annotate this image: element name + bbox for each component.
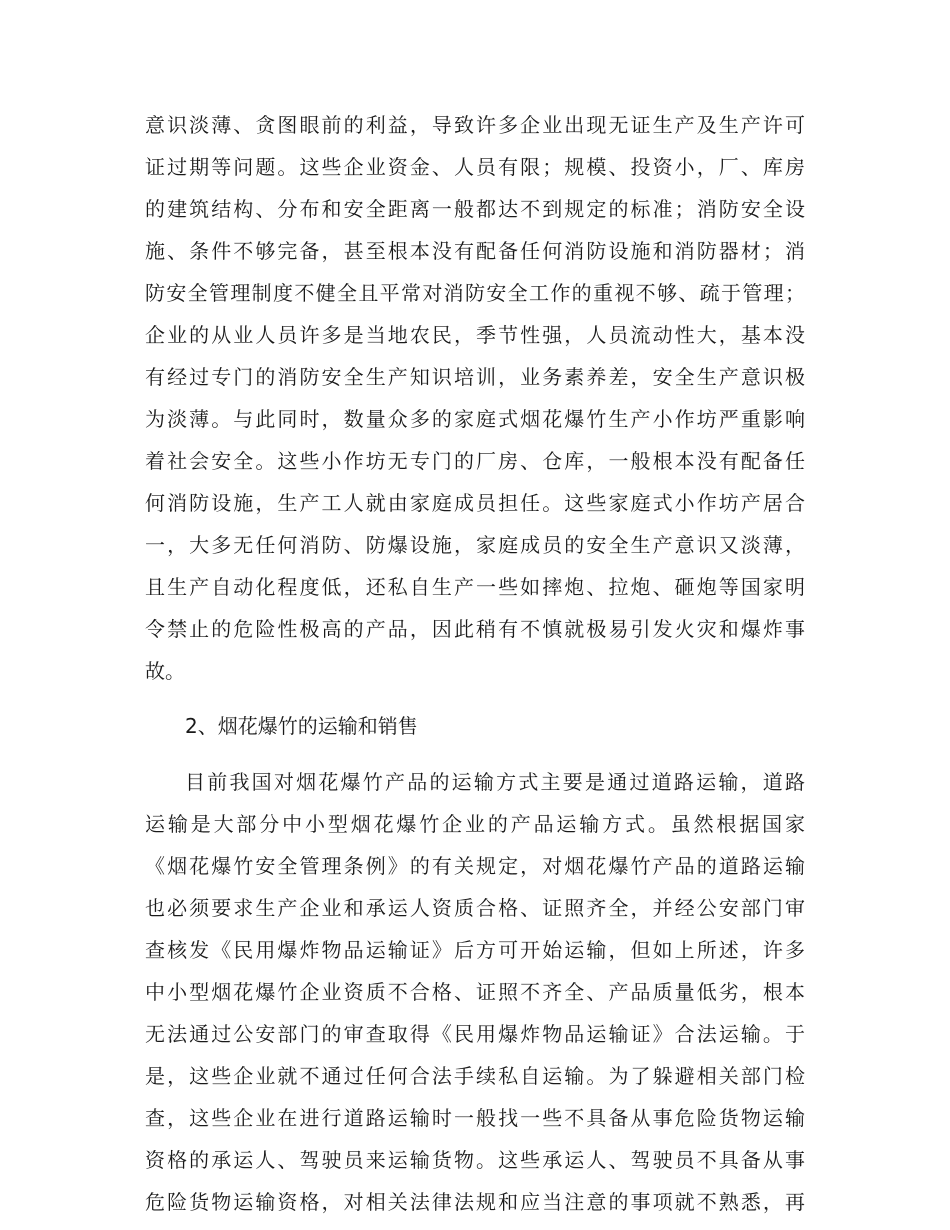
- paragraph-line: 着社会安全。这些小作坊无专门的厂房、仓库，一般根本没有配备任: [145, 449, 805, 473]
- paragraph-line: 一，大多无任何消防、防爆设施，家庭成员的安全生产意识又淡薄，: [145, 533, 805, 557]
- section-heading: 2、烟花爆竹的运输和销售: [185, 714, 418, 738]
- paragraph-line: 为淡薄。与此同时，数量众多的家庭式烟花爆竹生产小作坊严重影响: [145, 407, 805, 431]
- paragraph-line: 且生产自动化程度低，还私自生产一些如摔炮、拉炮、砸炮等国家明: [145, 575, 805, 599]
- paragraph-line: 查核发《民用爆炸物品运输证》后方可开始运输，但如上所述，许多: [145, 938, 805, 962]
- paragraph-line: 《烟花爆竹安全管理条例》的有关规定，对烟花爆竹产品的道路运输: [145, 854, 805, 878]
- paragraph-line: 证过期等问题。这些企业资金、人员有限；规模、投资小，厂、库房: [145, 155, 805, 179]
- paragraph-line: 是，这些企业就不通过任何合法手续私自运输。为了躲避相关部门检: [145, 1064, 805, 1088]
- paragraph-line: 资格的承运人、驾驶员来运输货物。这些承运人、驾驶员不具备从事: [145, 1148, 805, 1172]
- paragraph-line: 中小型烟花爆竹企业资质不合格、证照不齐全、产品质量低劣，根本: [145, 980, 805, 1004]
- paragraph-line: 有经过专门的消防安全生产知识培训，业务素养差，安全生产意识极: [145, 365, 805, 389]
- paragraph-line: 无法通过公安部门的审查取得《民用爆炸物品运输证》合法运输。于: [145, 1022, 805, 1046]
- paragraph-line: 故。: [145, 659, 185, 683]
- paragraph-line: 令禁止的危险性极高的产品，因此稍有不慎就极易引发火灾和爆炸事: [145, 617, 805, 641]
- paragraph-line: 运输是大部分中小型烟花爆竹企业的产品运输方式。虽然根据国家: [145, 812, 805, 836]
- paragraph-line: 防安全管理制度不健全且平常对消防安全工作的重视不够、疏于管理；: [145, 281, 805, 305]
- paragraph-line: 危险货物运输资格，对相关法律法规和应当注意的事项就不熟悉，再: [145, 1190, 805, 1214]
- paragraph-line: 也必须要求生产企业和承运人资质合格、证照齐全，并经公安部门审: [145, 896, 805, 920]
- paragraph-line: 的建筑结构、分布和安全距离一般都达不到规定的标准；消防安全设: [145, 197, 805, 221]
- paragraph-line: 查，这些企业在进行道路运输时一般找一些不具备从事危险货物运输: [145, 1106, 805, 1130]
- paragraph-line: 企业的从业人员许多是当地农民，季节性强，人员流动性大，基本没: [145, 323, 805, 347]
- paragraph-line: 目前我国对烟花爆竹产品的运输方式主要是通过道路运输，道路: [185, 770, 805, 794]
- paragraph-line: 何消防设施，生产工人就由家庭成员担任。这些家庭式小作坊产居合: [145, 491, 805, 515]
- paragraph-line: 意识淡薄、贪图眼前的利益，导致许多企业出现无证生产及生产许可: [145, 113, 805, 137]
- paragraph-line: 施、条件不够完备，甚至根本没有配备任何消防设施和消防器材；消: [145, 239, 805, 263]
